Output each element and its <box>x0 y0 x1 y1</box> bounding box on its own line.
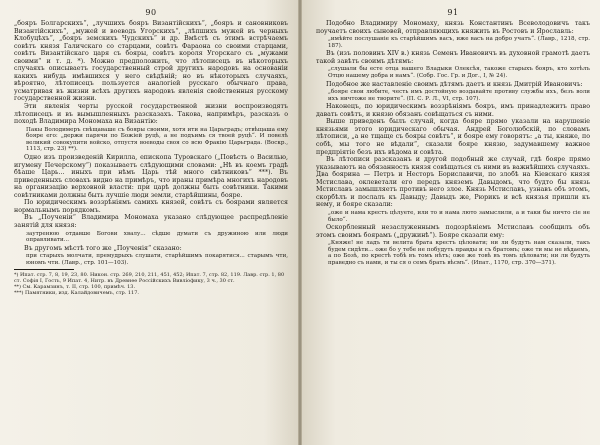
paragraph: Въ другомъ мѣстѣ того же „Поученія“ сказано: <box>24 244 182 252</box>
paragraph: Подобно Владимиру Мономаху, князь Константинъ Всеволодовичъ такъ поучаетъ своихъ сыновей, отправляющихъ княжить въ Ростовъ и Ярославль: <box>316 20 590 35</box>
quotation: „имѣйте послушаніе къ старѣйшимъ васъ, иже васъ на добро учатъ“. (Лавр., 1218, стр. 187). <box>328 36 590 49</box>
paragraph: Подобное же наставленіе своимъ дѣтямъ даетъ и князь Дмитрій Ивановичъ: <box>326 80 583 88</box>
paragraph: Одно изъ произведеній Кирилла, епископа Туровскаго („Повѣсть о Василью, игумену Печерскому“) показываетъ слѣдующими словами: „Нѣ въ коемъ градѣ бѣаше Царь... иныхъ при нѣмъ Царь тѣй много свѣтниковъ“ ***). Въ приведенныхъ словахъ видно на примѣръ, что ираны примѣра многихъ народовъ на организацію верховной власти: при царѣ должны быть совѣтники. Такими совѣтниками должны быть лучшіе люди земли, старѣйшины, бояре. <box>14 154 288 199</box>
right-page <box>300 0 600 445</box>
paragraph: Въ (изъ половинъ XIV в.) князь Семенъ Ивановичъ въ духовной грамотѣ даетъ такой завѣтъ своимъ дѣтямъ: <box>316 50 590 65</box>
footnote-divider <box>14 269 74 270</box>
paragraph: Наконецъ, по юридическимъ воззрѣніямъ бояръ, имъ принадлежитъ право давать совѣтъ, и князю обязанъ совѣщаться съ ними. <box>316 103 590 118</box>
paragraph: По юридическимъ воззрѣніямъ самихъ князей, совѣтъ съ боярами является нормальнымъ порядкомъ. <box>14 199 288 214</box>
page-body <box>14 20 288 266</box>
paragraph: „бояръ Болгарскихъ“, „лучшихъ бояръ Византійскихъ“, „бояръ и сановниковъ Византійскихъ“, „мужей и воеводъ Угорскихъ“, „лѣпшихъ мужей въ черныхъ Клобуцѣхъ“, „бояръ земскихъ Чудскихъ“ и др. Вмѣстѣ съ этимъ встрѣчаемъ совѣтъ князя Галичскаго со старцами, совѣтъ Фараона со своими старцами, совѣтъ Византійскаго царя съ бояры, совѣтъ короля Угорскаго съ „мужами своими“ и т. д. *). Можно предположить, что лѣтописецъ въ нѣкоторыхъ случаяхъ описываетъ государственный строй другихъ народовъ на основаніи какихъ нибудь имѣвшихся у него свѣдѣній; но въ нѣкоторыхъ случаяхъ, вѣроятно, лѣтописецъ пользуется аналогіей русскаго обычнаго права, усматривая въ жизни всѣхъ другихъ народовъ явленія свойственныя русскому государственной жизни. <box>14 20 288 103</box>
book-gutter <box>298 0 302 445</box>
quotation: „Княже! не ладъ ти велита брата крестъ цѣловати; ни ли будуть нам сказали, такъ будем сидѣти... оже бо у тебе не побудуть правды и съ братомъ; оже ти мы не вѣдаемъ, а по Бозѣ, по крестѣ тобѣ въ томъ нѣтъ; оже же товѣ въ томъ цѣловати; ни ли будуть праведно съ нами, и ты ся о семъ брать вѣсмъ“. (Ипат., 1170, стр. 370—371). <box>328 240 590 267</box>
paragraph: Оскорбленный незаслуженнымъ подозрѣніемъ Мстиславъ сообщилъ объ этомъ своимъ боярамъ („дружинѣ“). Бояре сказали ему: <box>316 224 590 239</box>
paragraph: Эти явленія черты русской государственной жизни воспроизводятъ лѣтописецъ и въ вымышленныхъ разсказахъ. Такова, напримѣръ, разсказъ о походѣ Владимира Мономаха на Византію: <box>14 103 288 126</box>
footnote: **) См. Карамзинъ, т. II, стр. 100, примѣч. 13. <box>14 284 136 291</box>
paragraph: Въ лѣтописи разсказанъ и другой подобный же случай, гдѣ бояре прямо указываютъ на обязанность князя совѣщаться съ ними въ важнѣйшихъ случаяхъ. Два боярина — Петръ и Несторъ Бориславичи, по злобѣ на Кіевскаго князя Мстислава, оклеветали его передъ княземъ Давыдомъ, что будто бы князь Мстиславъ замышляетъ противъ него злое. Князь Мстиславъ, узнавъ объ этомъ, скорбѣлъ и послалъ къ Давыду; Давыдъ же, Рюрикъ и всѣ князья пришли къ нему, и бояре сказали: <box>316 156 590 209</box>
quotation: заутренюю отдавше Богови хвалу... сѣдше думати съ дружиною или люди оправливати... <box>26 230 288 244</box>
quotation: „бояре свои любите, честь имъ достойную воздавайте противу службы ихъ, безъ воли ихъ ничтоже не творите“. (П. С. Р. Л., VI, стр. 107). <box>328 89 590 102</box>
footnotes <box>14 272 288 296</box>
quotation: Пакы Володимеръ свѣщаваше съ бояры своими, хотя ити на Царьградъ; отвѣщаша ему бояре его: „держи парячи по Божіей руцѣ, а не подъимь ся твоей руцѣ“. И повелѣ великий совокупити войско, отпустя воеводы своя со всю Фракію Царьграда. (Воскр., 1113, стр. 23) **). <box>26 126 288 153</box>
footnote: *) Ипат. стр. 7, 8, 19, 23, 80. Никон. стр. 269, 210, 211, 451, 452; Ипат. 7, стр. 82, 119. Лавр. стр. 1, 80 ст. Софія І, Гость, 9 Ипат. 4, Нитр. въ Древнее Россійскихъ Вивліофику, 3 ч., 30 ст. <box>14 272 285 285</box>
footnote: ***) Памятники, изд. Калайдовичемъ, стр. 117. <box>14 290 139 297</box>
quotation: при старыхъ молчати, премудрыхъ слушати, старѣйшимъ покарятися... старымъ чти, юномъ чти. (Лавр., стр. 101—103). <box>26 253 288 266</box>
quotation: „оже и нама крестъ цѣлуете, или то и нама люто замыслили, а и таки бы ничто сіе не было“. <box>328 209 590 223</box>
page-body <box>316 20 590 267</box>
page-number: 91 <box>447 8 459 17</box>
paragraph: Выше приведенъ былъ случай, когда бояре прямо указали на нарушеніе князьями этого юридическаго обычая. Андрей Боголюбскій, по словамъ лѣтописи, „а не тщаще съ бояры совѣтъ“, и бояре ему говорятъ: „а ты, княже, по собѣ, мы того не вѣдали“, сказали бояре князю, задумавшему важное предпріятіе безъ ихъ вѣдома и совѣта. <box>316 118 590 156</box>
quotation: „слушали бы есте отца нашего Владыки Олексѣя, такоже старыхъ бояръ, кто хотѣлъ Отцю нашему добра и намъ“. (Собр. Гос. Гр. и Дог., I, № 24). <box>328 66 590 79</box>
paragraph: Въ „Поученіи“ Владимира Мономаха указано слѣдующее распредѣленіе занятій для князя: <box>14 214 288 229</box>
page-number: 90 <box>145 8 157 17</box>
